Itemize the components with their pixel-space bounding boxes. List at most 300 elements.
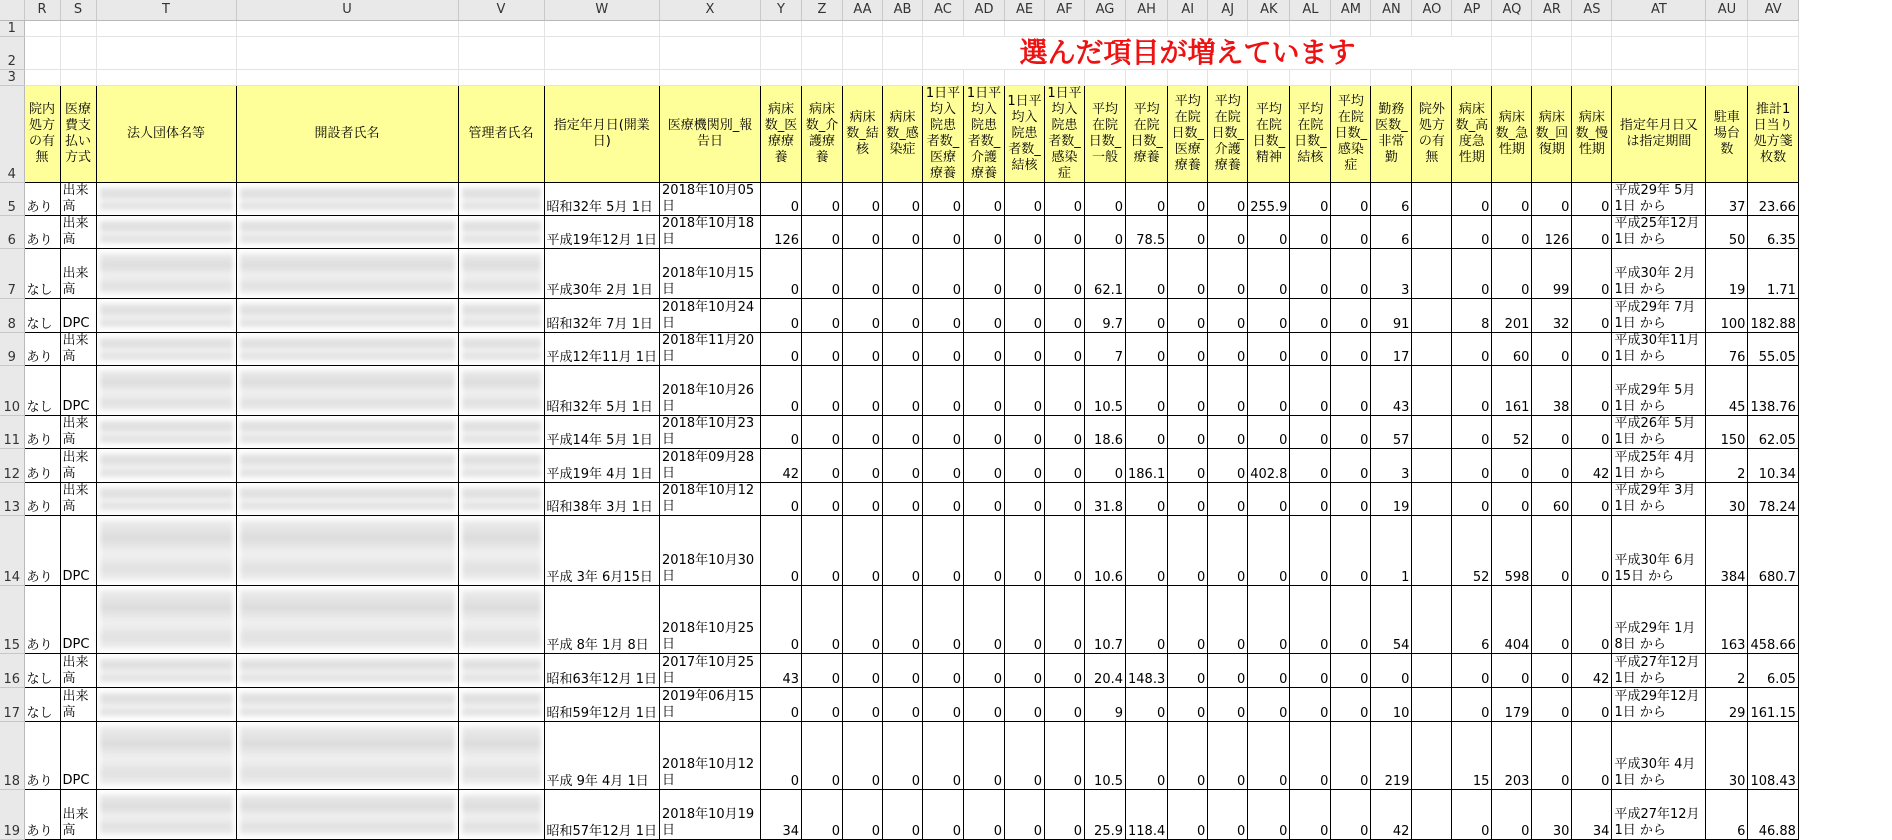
table-cell[interactable]: 0	[1005, 653, 1045, 687]
table-cell[interactable]: 0	[1492, 653, 1532, 687]
table-cell[interactable]: 0	[883, 653, 923, 687]
table-cell[interactable]: 0	[802, 789, 843, 839]
cell[interactable]	[1208, 69, 1248, 85]
table-cell[interactable]: 0	[1045, 332, 1085, 365]
table-cell[interactable]: 0	[1126, 332, 1168, 365]
table-cell[interactable]: 0	[1045, 789, 1085, 839]
table-cell[interactable]	[1412, 298, 1452, 332]
cell[interactable]	[96, 69, 236, 85]
table-cell[interactable]: 0	[1532, 585, 1572, 653]
table-cell[interactable]: 0	[802, 365, 843, 415]
table-cell[interactable]	[1412, 415, 1452, 448]
table-cell[interactable]: DPC	[60, 298, 96, 332]
table-cell[interactable]: 0	[883, 482, 923, 515]
table-cell[interactable]: 0	[883, 448, 923, 482]
table-cell[interactable]	[236, 515, 458, 585]
table-cell[interactable]: 0	[1572, 415, 1612, 448]
table-cell[interactable]: 0	[1248, 332, 1290, 365]
table-cell[interactable]: 0	[1248, 585, 1290, 653]
cell[interactable]	[660, 69, 761, 85]
row-header[interactable]: 7	[0, 248, 24, 298]
cell[interactable]	[236, 20, 458, 36]
cell[interactable]	[843, 69, 883, 85]
table-cell[interactable]: 平成19年12月 1日	[544, 215, 660, 248]
table-cell[interactable]: 161	[1492, 365, 1532, 415]
cell[interactable]	[60, 69, 96, 85]
table-cell[interactable]: 163	[1706, 585, 1748, 653]
table-cell[interactable]: 0	[1168, 653, 1208, 687]
cell[interactable]	[1126, 69, 1168, 85]
table-cell[interactable]: 17	[1371, 332, 1412, 365]
table-cell[interactable]: 0	[1168, 415, 1208, 448]
table-cell[interactable]: 0	[1331, 215, 1371, 248]
table-cell[interactable]: 0	[1045, 585, 1085, 653]
table-cell[interactable]	[458, 482, 544, 515]
table-cell[interactable]: 0	[923, 687, 964, 721]
column-header-r[interactable]: R	[24, 0, 60, 20]
table-cell[interactable]: 0	[1005, 182, 1045, 215]
table-cell[interactable]: 昭和38年 3月 1日	[544, 482, 660, 515]
column-header-af[interactable]: AF	[1045, 0, 1085, 20]
table-cell[interactable]: 0	[1005, 789, 1045, 839]
table-cell[interactable]: なし	[24, 365, 60, 415]
table-cell[interactable]: 108.43	[1748, 721, 1799, 789]
table-cell[interactable]	[96, 215, 236, 248]
table-cell[interactable]: 0	[1331, 585, 1371, 653]
table-cell[interactable]: 23.66	[1748, 182, 1799, 215]
table-cell[interactable]: 0	[964, 721, 1005, 789]
cell[interactable]	[1452, 20, 1492, 36]
table-cell[interactable]: 0	[1085, 448, 1126, 482]
table-cell[interactable]: 0	[1208, 585, 1248, 653]
table-cell[interactable]: 0	[1248, 721, 1290, 789]
table-cell[interactable]: 0	[1045, 482, 1085, 515]
table-cell[interactable]: 2018年10月12日	[660, 482, 761, 515]
column-header-am[interactable]: AM	[1331, 0, 1371, 20]
table-cell[interactable]: 昭和63年12月 1日	[544, 653, 660, 687]
table-cell[interactable]: 52	[1492, 415, 1532, 448]
table-cell[interactable]: 19	[1706, 248, 1748, 298]
table-cell[interactable]: 0	[1085, 182, 1126, 215]
table-cell[interactable]: 0	[964, 298, 1005, 332]
table-cell[interactable]: あり	[24, 182, 60, 215]
table-cell[interactable]: DPC	[60, 365, 96, 415]
table-cell[interactable]: 0	[964, 653, 1005, 687]
table-cell[interactable]: 9	[1085, 687, 1126, 721]
table-cell[interactable]: 0	[1290, 515, 1331, 585]
table-cell[interactable]: 2018年10月15日	[660, 248, 761, 298]
table-cell[interactable]: 0	[1290, 653, 1331, 687]
table-cell[interactable]	[96, 653, 236, 687]
table-cell[interactable]: 148.3	[1126, 653, 1168, 687]
row-header[interactable]: 15	[0, 585, 24, 653]
table-cell[interactable]: 0	[883, 687, 923, 721]
table-cell[interactable]: 32	[1532, 298, 1572, 332]
table-cell[interactable]: 0	[1045, 365, 1085, 415]
cell[interactable]	[24, 69, 60, 85]
table-cell[interactable]: 2018年11月20日	[660, 332, 761, 365]
table-cell[interactable]: 118.4	[1126, 789, 1168, 839]
cell[interactable]	[236, 36, 458, 69]
table-cell[interactable]: 1.71	[1748, 248, 1799, 298]
header-cell[interactable]: 平均在院日数_一般	[1085, 85, 1126, 182]
cell[interactable]	[1248, 20, 1290, 36]
table-cell[interactable]: 0	[923, 415, 964, 448]
table-cell[interactable]: 0	[1572, 515, 1612, 585]
table-cell[interactable]	[1412, 515, 1452, 585]
table-cell[interactable]: 平成29年 3月1日 から	[1612, 482, 1706, 515]
table-cell[interactable]: 0	[1290, 721, 1331, 789]
table-cell[interactable]: 0	[761, 721, 802, 789]
table-cell[interactable]	[1412, 482, 1452, 515]
table-cell[interactable]: 出来高	[60, 653, 96, 687]
table-cell[interactable]: 0	[1045, 298, 1085, 332]
table-cell[interactable]: 0	[964, 365, 1005, 415]
column-header-ai[interactable]: AI	[1168, 0, 1208, 20]
table-cell[interactable]: 0	[843, 789, 883, 839]
table-cell[interactable]: 30	[1532, 789, 1572, 839]
table-cell[interactable]: 0	[843, 248, 883, 298]
cell[interactable]	[1412, 20, 1452, 36]
table-cell[interactable]: 15	[1452, 721, 1492, 789]
table-cell[interactable]: 30	[1706, 482, 1748, 515]
header-cell[interactable]: 1日平均入院患者数_結核	[1005, 85, 1045, 182]
table-cell[interactable]: 0	[1572, 721, 1612, 789]
table-cell[interactable]: 100	[1706, 298, 1748, 332]
table-cell[interactable]: 203	[1492, 721, 1532, 789]
row-header[interactable]: 18	[0, 721, 24, 789]
table-cell[interactable]: 0	[1452, 215, 1492, 248]
table-cell[interactable]: 0	[802, 298, 843, 332]
table-cell[interactable]	[236, 182, 458, 215]
table-cell[interactable]: 出来高	[60, 687, 96, 721]
cell[interactable]	[1748, 20, 1799, 36]
table-cell[interactable]: 平成27年12月1日 から	[1612, 789, 1706, 839]
table-cell[interactable]: 0	[1126, 585, 1168, 653]
row-header[interactable]: 17	[0, 687, 24, 721]
table-cell[interactable]: 0	[1331, 687, 1371, 721]
table-cell[interactable]: 0	[1168, 182, 1208, 215]
table-cell[interactable]: 0	[1208, 653, 1248, 687]
table-cell[interactable]: 10.5	[1085, 365, 1126, 415]
table-cell[interactable]: 2018年10月05日	[660, 182, 761, 215]
table-cell[interactable]: 0	[964, 215, 1005, 248]
table-cell[interactable]: 0	[843, 653, 883, 687]
cell[interactable]	[1045, 20, 1085, 36]
cell[interactable]	[1706, 69, 1748, 85]
table-cell[interactable]: あり	[24, 585, 60, 653]
cell[interactable]	[1290, 20, 1331, 36]
table-cell[interactable]: 0	[1331, 248, 1371, 298]
table-cell[interactable]: 0	[964, 448, 1005, 482]
cell[interactable]	[1371, 69, 1412, 85]
table-cell[interactable]: 55.05	[1748, 332, 1799, 365]
table-cell[interactable]: 0	[1331, 332, 1371, 365]
cell[interactable]	[761, 20, 802, 36]
table-cell[interactable]: 平成29年 5月1日 から	[1612, 182, 1706, 215]
cell[interactable]	[236, 69, 458, 85]
header-cell[interactable]: 勤務医数_非常勤	[1371, 85, 1412, 182]
table-cell[interactable]: 0	[843, 365, 883, 415]
table-cell[interactable]: 平成30年 2月1日 から	[1612, 248, 1706, 298]
table-cell[interactable]: 0	[1168, 298, 1208, 332]
table-cell[interactable]: 0	[843, 448, 883, 482]
table-cell[interactable]: 9.7	[1085, 298, 1126, 332]
table-cell[interactable]: 10.5	[1085, 721, 1126, 789]
table-cell[interactable]	[236, 248, 458, 298]
table-cell[interactable]: 0	[843, 585, 883, 653]
table-cell[interactable]: 598	[1492, 515, 1532, 585]
table-cell[interactable]: 46.88	[1748, 789, 1799, 839]
table-cell[interactable]: 0	[1045, 448, 1085, 482]
table-cell[interactable]: 平成29年12月1日 から	[1612, 687, 1706, 721]
header-cell[interactable]: 病床数_回復期	[1532, 85, 1572, 182]
table-cell[interactable]	[1412, 789, 1452, 839]
table-cell[interactable]: 0	[1168, 332, 1208, 365]
header-cell[interactable]: 病床数_医療療養	[761, 85, 802, 182]
table-cell[interactable]: 平成 9年 4月 1日	[544, 721, 660, 789]
column-header-z[interactable]: Z	[802, 0, 843, 20]
table-cell[interactable]: 0	[1208, 687, 1248, 721]
table-cell[interactable]: 0	[1126, 687, 1168, 721]
table-cell[interactable]	[236, 687, 458, 721]
column-header-ar[interactable]: AR	[1532, 0, 1572, 20]
table-cell[interactable]: 37	[1706, 182, 1748, 215]
table-cell[interactable]: 0	[1532, 653, 1572, 687]
table-cell[interactable]: 0	[1290, 482, 1331, 515]
table-cell[interactable]: 0	[1331, 482, 1371, 515]
table-cell[interactable]: 0	[1168, 721, 1208, 789]
table-cell[interactable]: 34	[761, 789, 802, 839]
column-header-y[interactable]: Y	[761, 0, 802, 20]
table-cell[interactable]: 0	[1290, 332, 1331, 365]
cell[interactable]	[1005, 69, 1045, 85]
table-cell[interactable]: 219	[1371, 721, 1412, 789]
table-cell[interactable]: 平成30年 6月15日 から	[1612, 515, 1706, 585]
table-cell[interactable]: 2018年10月19日	[660, 789, 761, 839]
column-header-ag[interactable]: AG	[1085, 0, 1126, 20]
header-cell[interactable]: 医療費支払い方式	[60, 85, 96, 182]
table-cell[interactable]: 0	[1208, 365, 1248, 415]
table-cell[interactable]: 0	[1572, 585, 1612, 653]
table-cell[interactable]: 76	[1706, 332, 1748, 365]
table-cell[interactable]: 平成 8年 1月 8日	[544, 585, 660, 653]
table-cell[interactable]: あり	[24, 215, 60, 248]
table-cell[interactable]: 0	[1168, 585, 1208, 653]
table-cell[interactable]: 0	[1331, 182, 1371, 215]
header-cell[interactable]: 平均在院日数_療養	[1126, 85, 1168, 182]
table-cell[interactable]: 0	[1168, 687, 1208, 721]
table-cell[interactable]: 0	[923, 248, 964, 298]
table-cell[interactable]: 6	[1706, 789, 1748, 839]
cell[interactable]	[60, 36, 96, 69]
row-header[interactable]: 12	[0, 448, 24, 482]
table-cell[interactable]: 42	[1572, 653, 1612, 687]
header-cell[interactable]: 病床数_感染症	[883, 85, 923, 182]
table-cell[interactable]	[458, 215, 544, 248]
cell[interactable]	[761, 69, 802, 85]
table-cell[interactable]: 0	[1126, 365, 1168, 415]
column-header-at[interactable]: AT	[1612, 0, 1706, 20]
cell[interactable]	[24, 20, 60, 36]
table-cell[interactable]: 0	[1532, 182, 1572, 215]
table-cell[interactable]: 0	[761, 182, 802, 215]
header-cell[interactable]: 管理者氏名	[458, 85, 544, 182]
row-header[interactable]: 9	[0, 332, 24, 365]
table-cell[interactable]: 0	[1248, 482, 1290, 515]
cell[interactable]	[1748, 69, 1799, 85]
table-cell[interactable]: 30	[1706, 721, 1748, 789]
table-cell[interactable]: 0	[1208, 721, 1248, 789]
cell[interactable]	[60, 20, 96, 36]
table-cell[interactable]: 0	[1168, 482, 1208, 515]
table-cell[interactable]: 31.8	[1085, 482, 1126, 515]
table-cell[interactable]: 0	[1126, 298, 1168, 332]
table-cell[interactable]: 60	[1492, 332, 1532, 365]
table-cell[interactable]: 0	[843, 721, 883, 789]
cell[interactable]	[24, 36, 60, 69]
table-cell[interactable]: DPC	[60, 585, 96, 653]
table-cell[interactable]: 昭和59年12月 1日	[544, 687, 660, 721]
cell[interactable]	[1612, 36, 1706, 69]
header-cell[interactable]: 病床数_急性期	[1492, 85, 1532, 182]
table-cell[interactable]: 0	[802, 448, 843, 482]
cell[interactable]	[1612, 20, 1706, 36]
table-cell[interactable]: 0	[1572, 482, 1612, 515]
cell[interactable]	[1532, 36, 1572, 69]
table-cell[interactable]	[1412, 182, 1452, 215]
table-cell[interactable]: 平成30年11月1日 から	[1612, 332, 1706, 365]
table-cell[interactable]: 0	[1572, 332, 1612, 365]
table-cell[interactable]: 0	[761, 415, 802, 448]
row-header[interactable]: 6	[0, 215, 24, 248]
table-cell[interactable]	[96, 298, 236, 332]
table-cell[interactable]: 2018年10月12日	[660, 721, 761, 789]
table-cell[interactable]: 54	[1371, 585, 1412, 653]
column-header-ak[interactable]: AK	[1248, 0, 1290, 20]
header-cell[interactable]: 病床数_高度急性期	[1452, 85, 1492, 182]
table-cell[interactable]: 0	[923, 482, 964, 515]
cell[interactable]	[923, 69, 964, 85]
header-cell[interactable]: 開設者氏名	[236, 85, 458, 182]
table-cell[interactable]: 0	[1126, 248, 1168, 298]
header-cell[interactable]: 病床数_結核	[843, 85, 883, 182]
table-cell[interactable]: 出来高	[60, 332, 96, 365]
table-cell[interactable]	[458, 653, 544, 687]
table-cell[interactable]: 0	[1005, 332, 1045, 365]
header-cell[interactable]: 指定年月日(開業日)	[544, 85, 660, 182]
table-cell[interactable]: 0	[1452, 182, 1492, 215]
table-cell[interactable]: 0	[883, 182, 923, 215]
column-header-aq[interactable]: AQ	[1492, 0, 1532, 20]
table-cell[interactable]: 0	[923, 448, 964, 482]
table-cell[interactable]: 0	[761, 298, 802, 332]
cell[interactable]	[1331, 20, 1371, 36]
table-cell[interactable]: 2017年10月25日	[660, 653, 761, 687]
table-cell[interactable]: 0	[923, 653, 964, 687]
table-cell[interactable]: 38	[1532, 365, 1572, 415]
table-cell[interactable]: 0	[1452, 653, 1492, 687]
table-cell[interactable]: 0	[1126, 182, 1168, 215]
column-header-au[interactable]: AU	[1706, 0, 1748, 20]
table-cell[interactable]: 出来高	[60, 789, 96, 839]
table-cell[interactable]: あり	[24, 515, 60, 585]
table-cell[interactable]	[96, 365, 236, 415]
table-cell[interactable]: 0	[1168, 515, 1208, 585]
table-cell[interactable]: 0	[1290, 248, 1331, 298]
header-cell[interactable]: 指定年月日又は指定期間	[1612, 85, 1706, 182]
header-cell[interactable]: 平均在院日数_精神	[1248, 85, 1290, 182]
table-cell[interactable]: 0	[1005, 687, 1045, 721]
table-cell[interactable]: 0	[1126, 515, 1168, 585]
header-cell[interactable]: 院内処方の有無	[24, 85, 60, 182]
table-cell[interactable]: 201	[1492, 298, 1532, 332]
cell[interactable]	[1532, 69, 1572, 85]
row-header[interactable]: 4	[0, 85, 24, 182]
cell[interactable]	[1748, 36, 1799, 69]
table-cell[interactable]: 10	[1371, 687, 1412, 721]
table-cell[interactable]	[236, 585, 458, 653]
table-cell[interactable]: 138.76	[1748, 365, 1799, 415]
table-cell[interactable]: 3	[1371, 248, 1412, 298]
table-cell[interactable]: 2	[1706, 448, 1748, 482]
table-cell[interactable]: 0	[1168, 789, 1208, 839]
cell[interactable]	[1005, 20, 1045, 36]
table-cell[interactable]: 78.24	[1748, 482, 1799, 515]
cell[interactable]	[458, 36, 544, 69]
table-cell[interactable]: 0	[1331, 515, 1371, 585]
table-cell[interactable]	[1412, 448, 1452, 482]
cell[interactable]	[1168, 69, 1208, 85]
table-cell[interactable]: 6	[1371, 215, 1412, 248]
table-cell[interactable]: 0	[1290, 415, 1331, 448]
table-cell[interactable]: 0	[843, 415, 883, 448]
column-header-w[interactable]: W	[544, 0, 660, 20]
table-cell[interactable]: 0	[1492, 789, 1532, 839]
table-cell[interactable]: 0	[802, 332, 843, 365]
table-cell[interactable]: 0	[1331, 365, 1371, 415]
table-cell[interactable]: 0	[883, 789, 923, 839]
table-cell[interactable]: 0	[761, 585, 802, 653]
table-cell[interactable]	[458, 721, 544, 789]
table-cell[interactable]: 0	[843, 215, 883, 248]
table-cell[interactable]: 0	[1168, 248, 1208, 298]
table-cell[interactable]: 0	[761, 332, 802, 365]
table-cell[interactable]: 平成25年 4月1日 から	[1612, 448, 1706, 482]
table-cell[interactable]: 18.6	[1085, 415, 1126, 448]
table-cell[interactable]: 0	[883, 215, 923, 248]
table-cell[interactable]: 平成12年11月 1日	[544, 332, 660, 365]
table-cell[interactable]: 0	[883, 515, 923, 585]
table-cell[interactable]	[458, 789, 544, 839]
table-cell[interactable]	[236, 365, 458, 415]
table-cell[interactable]: 平成30年 4月1日 から	[1612, 721, 1706, 789]
table-cell[interactable]: 10.6	[1085, 515, 1126, 585]
table-cell[interactable]	[458, 248, 544, 298]
table-cell[interactable]: 0	[1005, 515, 1045, 585]
table-cell[interactable]: 0	[1331, 415, 1371, 448]
table-cell[interactable]: 0	[1085, 215, 1126, 248]
table-cell[interactable]: 0	[964, 687, 1005, 721]
table-cell[interactable]: 0	[1290, 365, 1331, 415]
table-cell[interactable]: 0	[1045, 182, 1085, 215]
table-cell[interactable]: 0	[1572, 248, 1612, 298]
table-cell[interactable]: 0	[1371, 653, 1412, 687]
table-cell[interactable]	[1412, 248, 1452, 298]
table-cell[interactable]: 0	[843, 687, 883, 721]
table-cell[interactable]	[1412, 585, 1452, 653]
table-cell[interactable]: 0	[1532, 687, 1572, 721]
